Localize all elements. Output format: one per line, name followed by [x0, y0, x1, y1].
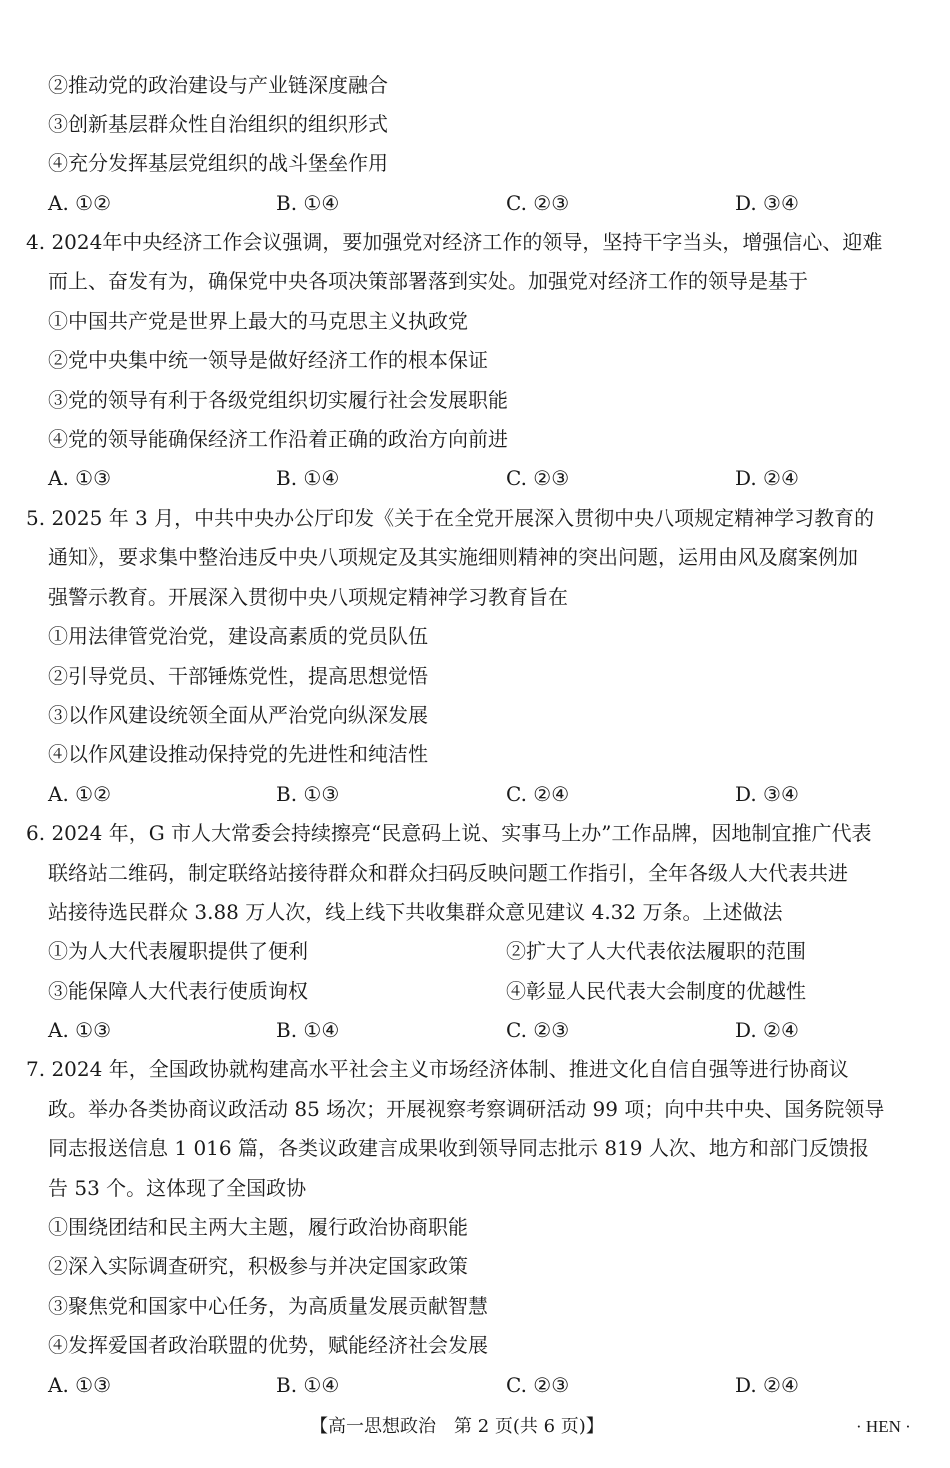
q5-item-4: ④以作风建设推动保持党的先进性和纯洁性 [48, 742, 428, 766]
q6-option-c: C. ②③ [506, 1018, 570, 1042]
q6-stem-line-2: 联络站二维码，制定联络站接待群众和群众扫码反映问题工作指引，全年各级人大代表共进 [48, 861, 848, 885]
q6-item-1: ①为人大代表履职提供了便利 [48, 939, 308, 963]
q5-item-1: ①用法律管党治党，建设高素质的党员队伍 [48, 624, 428, 648]
q6-item-3: ③能保障人大代表行使质询权 [48, 979, 308, 1003]
q5-option-a: A. ①② [48, 782, 112, 806]
q7-item-2: ②深入实际调查研究，积极参与并决定国家政策 [48, 1254, 468, 1278]
q7-option-b: B. ①④ [276, 1373, 340, 1397]
q5-option-d: D. ③④ [735, 782, 799, 806]
q4-item-1: ①中国共产党是世界上最大的马克思主义执政党 [48, 309, 468, 333]
q6-option-a: A. ①③ [48, 1018, 112, 1042]
q7-option-a: A. ①③ [48, 1373, 112, 1397]
q7-item-3: ③聚焦党和国家中心任务，为高质量发展贡献智慧 [48, 1294, 488, 1318]
q4-option-b: B. ①④ [276, 466, 340, 490]
q4-stem-line-1: 4. 2024年中央经济工作会议强调，要加强党对经济工作的领导，坚持干字当头，增强信心、迎难 [26, 230, 883, 254]
q5-option-b: B. ①③ [276, 782, 340, 806]
q6-stem-line-1: 6. 2024 年，G 市人大常委会持续擦亮“民意码上说、实事马上办”工作品牌，因地制宜推广代表 [26, 821, 872, 845]
q4-option-c: C. ②③ [506, 466, 570, 490]
footer-code: · HEN · [856, 1417, 911, 1436]
q5-option-c: C. ②④ [506, 782, 570, 806]
q5-stem-line-1: 5. 2025 年 3 月，中共中央办公厅印发《关于在全党开展深入贯彻中央八项规定精神学习教育的 [26, 506, 875, 530]
q7-option-c: C. ②③ [506, 1373, 570, 1397]
q3-item-4: ④充分发挥基层党组织的战斗堡垒作用 [48, 151, 388, 175]
q4-item-4: ④党的领导能确保经济工作沿着正确的政治方向前进 [48, 427, 508, 451]
q4-option-a: A. ①③ [48, 466, 112, 490]
q3-option-b: B. ①④ [276, 191, 340, 215]
q3-item-2: ②推动党的政治建设与产业链深度融合 [48, 73, 388, 97]
q3-option-c: C. ②③ [506, 191, 570, 215]
q7-option-d: D. ②④ [735, 1373, 799, 1397]
q7-item-1: ①围绕团结和民主两大主题，履行政治协商职能 [48, 1215, 468, 1239]
q6-option-b: B. ①④ [276, 1018, 340, 1042]
q6-stem-line-3: 站接待选民群众 3.88 万人次，线上线下共收集群众意见建议 4.32 万条。上述做法 [48, 900, 783, 924]
q5-stem-line-2: 通知》，要求集中整治违反中央八项规定及其实施细则精神的突出问题，运用由风及腐案例加 [48, 545, 858, 569]
q4-option-d: D. ②④ [735, 466, 799, 490]
q5-item-3: ③以作风建设统领全面从严治党向纵深发展 [48, 703, 428, 727]
footer-page-info: 【高一思想政治 第 2 页(共 6 页)】 [310, 1416, 604, 1437]
q5-stem-line-3: 强警示教育。开展深入贯彻中央八项规定精神学习教育旨在 [48, 585, 568, 609]
q7-stem-line-1: 7. 2024 年，全国政协就构建高水平社会主义市场经济体制、推进文化自信自强等进行协商议 [26, 1057, 849, 1081]
q3-option-a: A. ①② [48, 191, 112, 215]
q6-option-d: D. ②④ [735, 1018, 799, 1042]
q3-option-d: D. ③④ [735, 191, 799, 215]
q4-stem-line-2: 而上、奋发有为，确保党中央各项决策部署落到实处。加强党对经济工作的领导是基于 [48, 269, 808, 293]
q4-item-2: ②党中央集中统一领导是做好经济工作的根本保证 [48, 348, 488, 372]
q3-item-3: ③创新基层群众性自治组织的组织形式 [48, 112, 388, 136]
q7-stem-line-2: 政。举办各类协商议政活动 85 场次；开展视察考察调研活动 99 项；向中共中央、国务院领导 [48, 1097, 885, 1121]
q7-stem-line-3: 同志报送信息 1 016 篇，各类议政建言成果收到领导同志批示 819 人次、地方和部门反馈报 [48, 1136, 869, 1160]
q4-item-3: ③党的领导有利于各级党组织切实履行社会发展职能 [48, 388, 508, 412]
q6-item-2: ②扩大了人大代表依法履职的范围 [506, 939, 806, 963]
q7-stem-line-4: 告 53 个。这体现了全国政协 [48, 1176, 307, 1200]
q6-item-4: ④彰显人民代表大会制度的优越性 [506, 979, 806, 1003]
page-footer [0, 1412, 950, 1442]
q5-item-2: ②引导党员、干部锤炼党性，提高思想觉悟 [48, 664, 428, 688]
q7-item-4: ④发挥爱国者政治联盟的优势，赋能经济社会发展 [48, 1333, 488, 1357]
